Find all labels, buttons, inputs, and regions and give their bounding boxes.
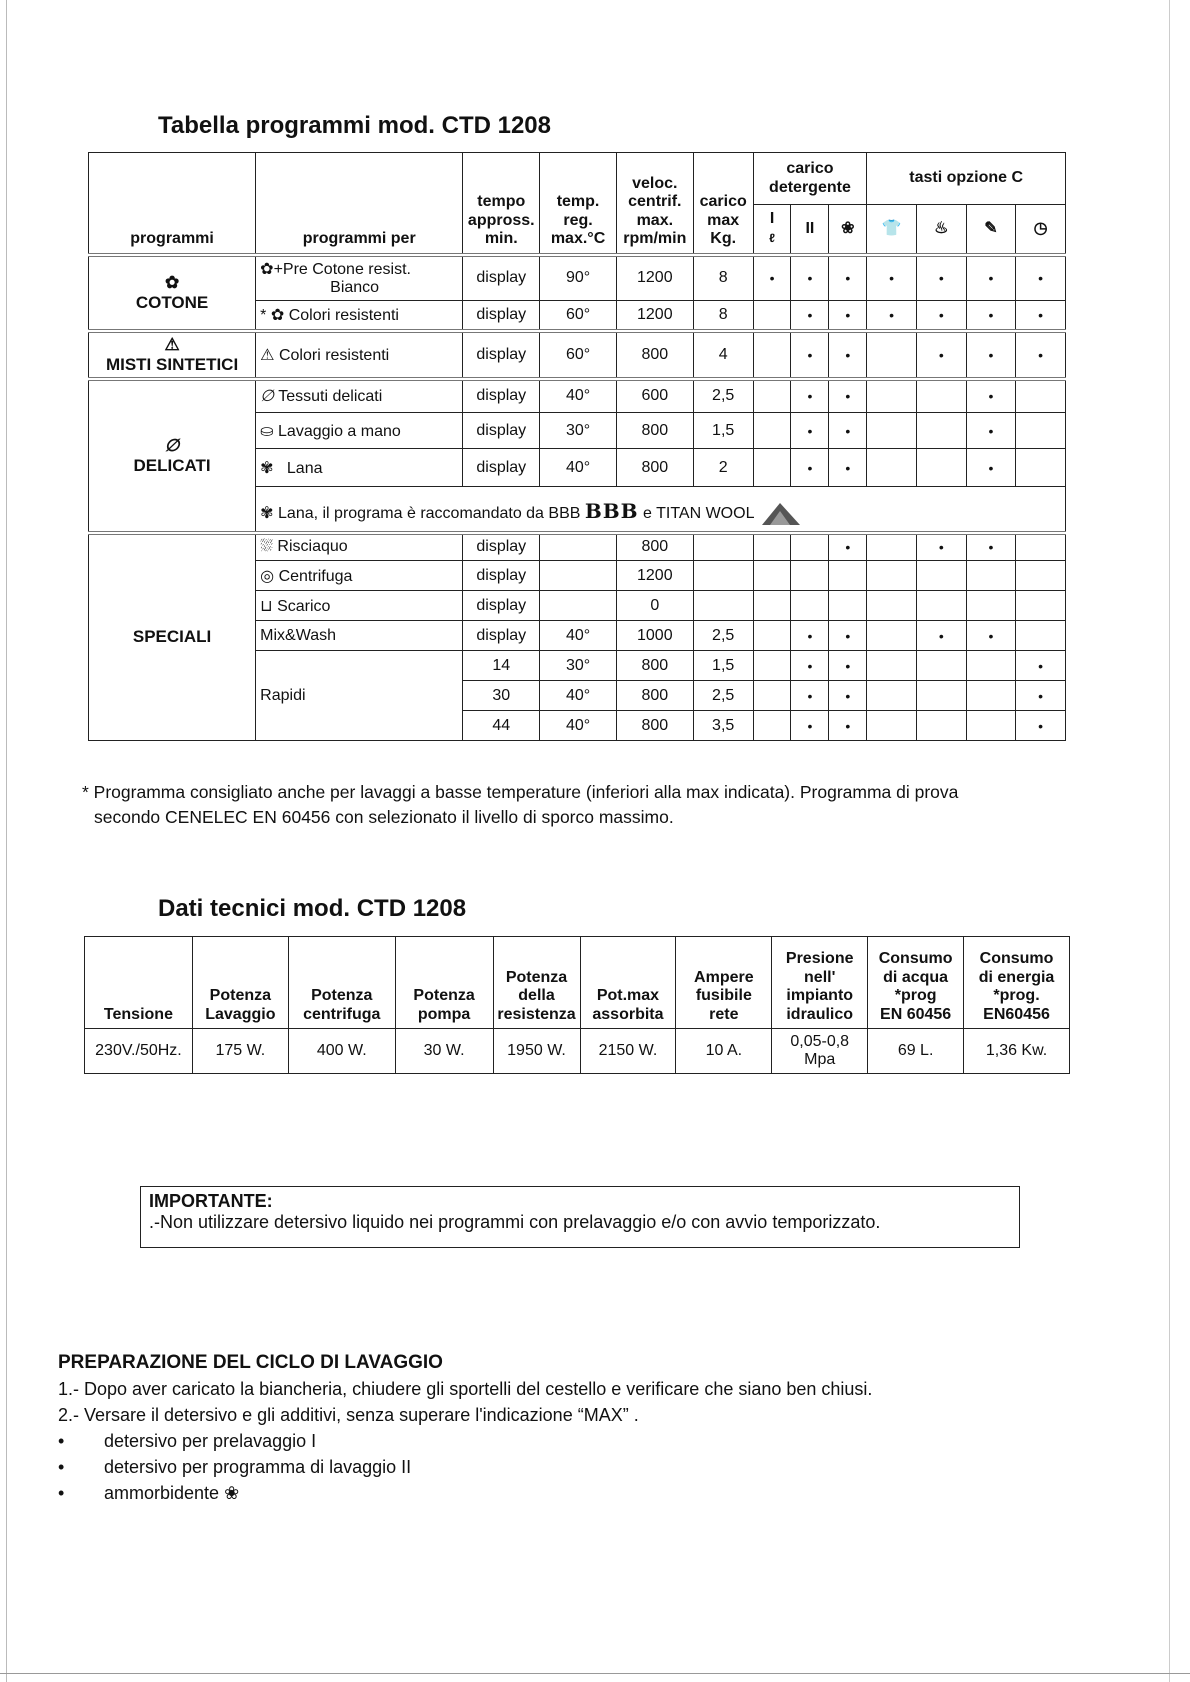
group-delicati: ∅ DELICATI [89,379,256,533]
tech-table [84,936,1070,1074]
table-row: ⚠ MISTI SINTETICI ⚠ Colori resistenti display 60° 800 4 • • • • • [89,331,1066,379]
header-det-I: I ℓ [753,205,791,255]
prewash-icon: ℓ [769,230,775,245]
synthetic-icon: ⚠ [260,346,275,364]
synthetic-icon: ⚠ [164,334,180,354]
feather-icon: ∅ [164,435,180,455]
tech-header-consumo-energia: Consumo di energia *prog. EN60456 [964,937,1070,1029]
program-name: ⛀ Lavaggio a mano [256,413,463,449]
tech-header-potenza-pompa: Potenza pompa [395,937,493,1029]
tech-header-potenza-lavaggio: Potenza Lavaggio [192,937,288,1029]
spin-icon: ◎ [260,567,275,585]
important-text: .-Non utilizzare detersivo liquido nei programmi con prelavaggio e/o con avvio temporizzato. [149,1212,881,1232]
table-row: 44 40° 800 3,5 • • • [89,711,1066,741]
program-name: Rapidi [256,651,463,741]
table-row: ⊔ Scarico display 0 [89,591,1066,621]
header-carico-detergente: carico detergente [753,153,867,205]
table-row: ◎ Centrifuga display 1200 [89,561,1066,591]
lana-note-text: Lana, il programa è raccomandato da BBB [278,504,581,522]
tech-header-potenza-centrifuga: Potenza centrifuga [288,937,395,1029]
table-row: 30 40° 800 2,5 • • • [89,681,1066,711]
header-tasti-opzione: tasti opzione C [867,153,1066,205]
important-box [140,1186,1020,1248]
iron-icon: ✎ [966,205,1016,255]
tech-header-potmax: Pot.max assorbita [580,937,676,1029]
softener-icon: ❀ [224,1483,240,1503]
tech-header-consumo-acqua: Consumo di acqua *prog EN 60456 [868,937,964,1029]
preparation-section [58,1350,1058,1506]
table-row: ∅ DELICATI ∅ Tessuti delicati display 40° 600 2,5 • • • [89,379,1066,413]
wool-icon: ✾ [260,459,274,477]
program-name: Mix&Wash [256,621,463,651]
softener-icon: ❀ [829,205,867,255]
program-table [88,152,1066,741]
drain-icon: ⊔ [260,597,273,615]
wool-icon: ✾ [260,504,274,522]
list-item: • detersivo per prelavaggio I [58,1431,317,1451]
program-name: * ✿ Colori resistenti [256,301,463,331]
table-row: SPECIALI ⛆ Risciaquo display 800 • • • [89,533,1066,561]
header-programmi: programmi [89,153,256,255]
program-name: ✿+Pre Cotone resist. Bianco [256,255,463,301]
page-edge-bottom [0,1673,1190,1674]
group-misti: ⚠ MISTI SINTETICI [89,331,256,379]
program-name: ◎ Centrifuga [256,561,463,591]
titan-wool-logo [758,501,804,527]
header-veloc: veloc. centrif. max. rpm/min [616,153,693,255]
preparation-title: PREPARAZIONE DEL CICLO DI LAVAGGIO [58,1352,443,1373]
tech-table-title: Dati tecnici mod. CTD 1208 [158,895,467,922]
hand-wash-icon: ⛀ [260,422,274,440]
page-edge-left [6,0,7,1682]
table-row: Mix&Wash display 40° 1000 2,5 • • • • [89,621,1066,651]
rinse-icon: ⛆ [260,538,273,556]
feather-icon: ∅ [260,388,275,406]
header-temp: temp. reg. max.°C [540,153,617,255]
table-row: ✾ Lana display 40° 800 2 • • • [89,449,1066,487]
tech-header-potenza-resistenza: Potenza della resistenza [493,937,580,1029]
important-title: IMPORTANTE: [149,1191,273,1211]
tech-header-ampere: Ampere fusibile rete [676,937,772,1029]
header-tempo: tempo appross. min. [463,153,540,255]
tech-header-row [85,937,1070,1029]
group-cotone: ✿ COTONE [89,255,256,331]
program-table-title: Tabella programmi mod. CTD 1208 [158,112,551,139]
table-row: ✿ COTONE ✿+Pre Cotone resist. Bianco display 90° 1200 8 • • • • • • • [89,255,1066,301]
prewash-cotton-icon: ✿ [260,261,274,279]
header-programmi-per: programmi per [256,153,463,255]
program-name: ⚠ Colori resistenti [256,331,463,379]
program-name: ⊔ Scarico [256,591,463,621]
header-carico: carico max Kg. [693,153,753,255]
program-name: ⛆ Risciaquo [256,533,463,561]
group-speciali: SPECIALI [89,533,256,741]
preparation-step-1: 1.- Dopo aver caricato la biancheria, chiudere gli sportelli del cestello e verificare che siano ben chiusi. [58,1379,873,1399]
cotton-icon: ✿ [164,272,180,292]
cotton-icon: ✿ [270,306,285,324]
tech-header-presione: Presione nell' impianto idraulico [772,937,868,1029]
preparation-step-2: 2.- Versare il detersivo e gli additivi, senza superare l'indicazione “MAX” . [58,1405,639,1425]
timer-icon: ◷ [1016,205,1066,255]
table-row: ⛀ Lavaggio a mano display 30° 800 1,5 • • • [89,413,1066,449]
tech-header-tensione: Tensione [85,937,193,1029]
tech-value-row: 230V./50Hz. 175 W. 400 W. 30 W. 1950 W. 2150 W. 10 A. 0,05-0,8 Mpa 69 L. 1,36 Kw. [85,1029,1070,1074]
basin-plus-icon: ♨ [916,205,966,255]
bbb-logo: BBB [584,498,639,523]
page-edge-right [1169,0,1170,1682]
lana-note-text2: e TITAN WOOL [643,504,754,522]
program-name: ∅ Tessuti delicati [256,379,463,413]
header-det-II: II [791,205,829,255]
list-item: • ammorbidente ❀ [58,1480,1058,1506]
program-name: ✾ Lana [256,449,463,487]
shirt-icon: 👕 [867,205,917,255]
footnote: * Programma consigliato anche per lavaggi a basse temperature (inferiori alla max indicata). Programma di prova secondo CENELEC EN 60456 con selezionato il livello di sporco massimo. [82,782,959,827]
table-row: Rapidi 14 30° 800 1,5 • • • [89,651,1066,681]
table-row: * ✿ Colori resistenti display 60° 1200 8 • • • • • • [89,301,1066,331]
list-item: • detersivo per programma di lavaggio II [58,1457,412,1477]
